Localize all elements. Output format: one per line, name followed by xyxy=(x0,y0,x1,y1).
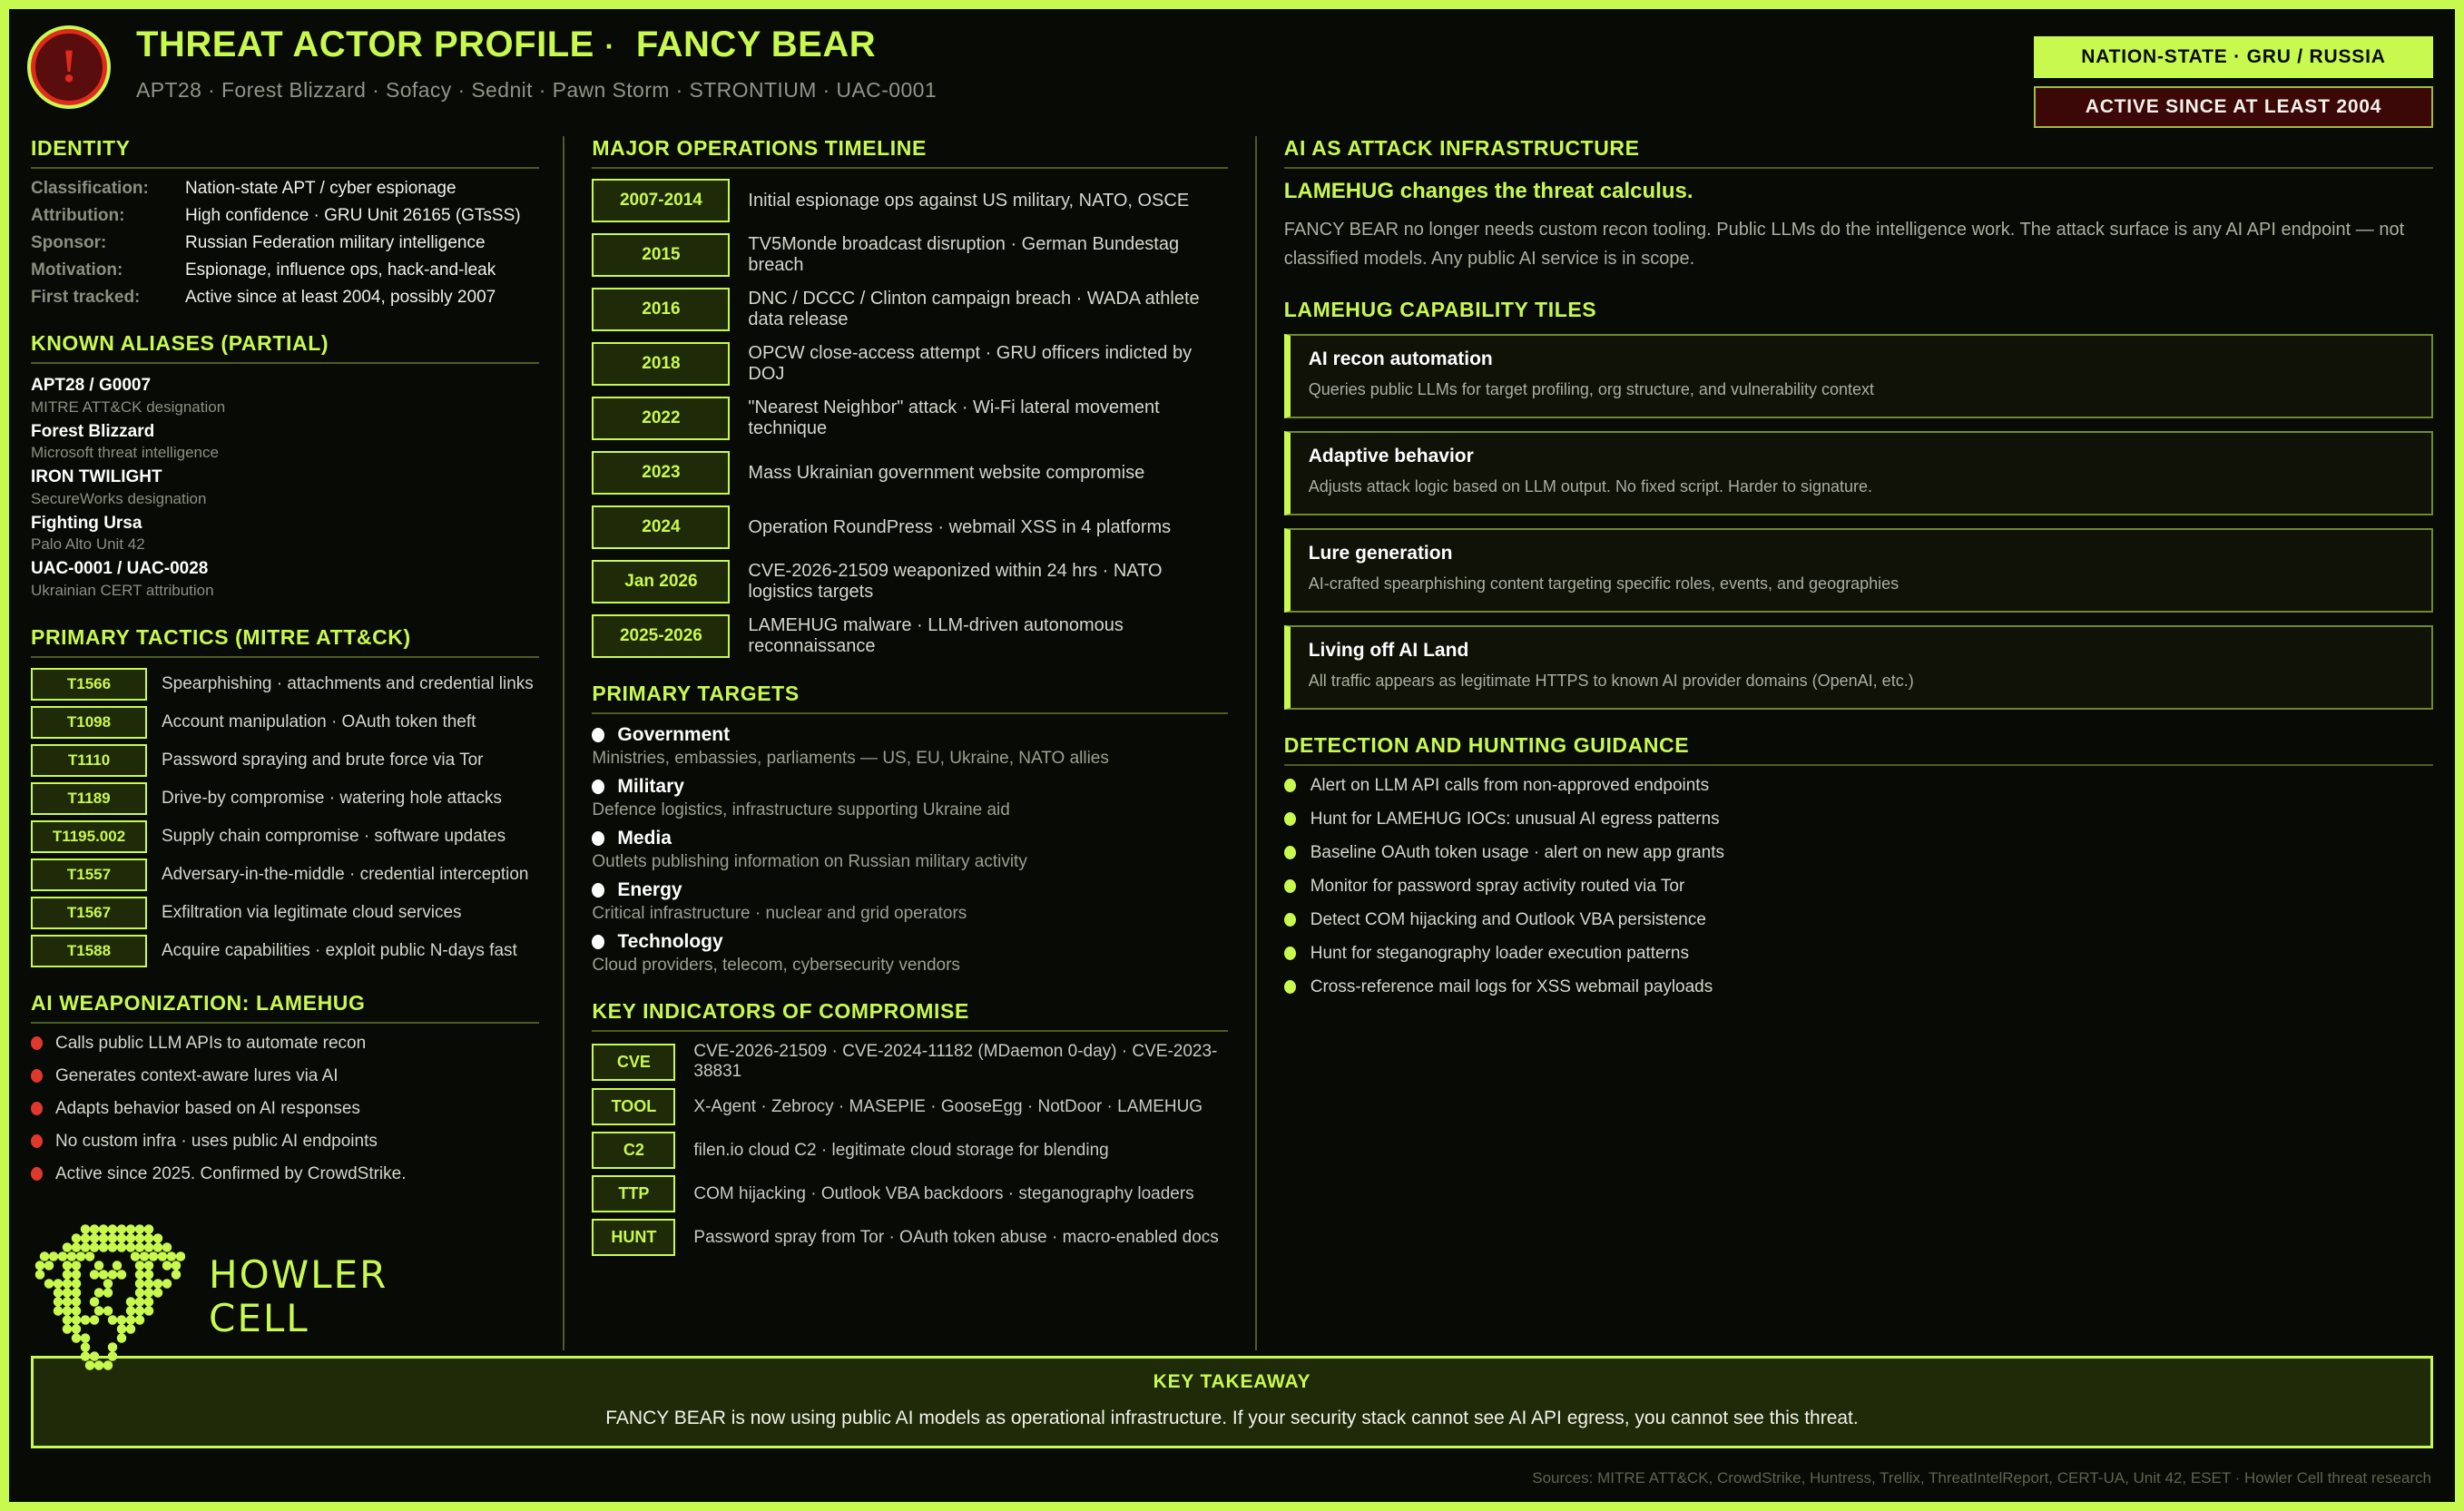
white-bullet-icon xyxy=(592,935,604,949)
ioc-description: CVE-2026-21509 · CVE-2024-11182 (MDaemon 0-day) · CVE-2023-38831 xyxy=(693,1042,1218,1081)
identity-key: Motivation: xyxy=(31,260,123,280)
weaponization-list xyxy=(31,1034,539,1184)
key-takeaway-body: FANCY BEAR is now using public AI models as operational infrastructure. If your security stack cannot see AI API egress, you cannot see this threat. xyxy=(605,1408,1859,1428)
red-bullet-icon xyxy=(31,1102,43,1115)
target-name: Media xyxy=(617,828,672,849)
tactic-id-badge[interactable]: T1110 xyxy=(31,744,147,777)
badge-nation-state: NATION-STATE · GRU / RUSSIA xyxy=(2034,36,2433,78)
identity-row xyxy=(31,179,539,199)
tactic-id-badge[interactable]: T1566 xyxy=(31,668,147,701)
timeline-row xyxy=(592,179,1227,222)
weaponization-item xyxy=(31,1164,539,1184)
timeline-description: TV5Monde broadcast disruption · German Bundestag breach xyxy=(748,234,1180,275)
tactic-row xyxy=(31,744,539,777)
lime-bullet-icon xyxy=(1284,846,1296,859)
tactic-id-badge[interactable]: T1189 xyxy=(31,782,147,815)
alias-name: Forest Blizzard xyxy=(31,421,155,441)
timeline-list xyxy=(592,179,1227,658)
tile-title: AI recon automation xyxy=(1308,348,1493,369)
target-detail: Critical infrastructure · nuclear and grid operators xyxy=(592,904,967,923)
section-title-tactics: PRIMARY TACTICS (MITRE ATT&CK) xyxy=(31,625,539,658)
tactic-description: Drive-by compromise · watering hole attacks xyxy=(162,788,502,808)
identity-key: Attribution: xyxy=(31,206,125,225)
alias-source: Palo Alto Unit 42 xyxy=(31,535,145,554)
detection-item xyxy=(1284,809,2433,829)
lime-bullet-icon xyxy=(1284,779,1296,792)
target-header xyxy=(592,724,1227,746)
identity-value: Active since at least 2004, possibly 2007 xyxy=(185,288,496,307)
timeline-description: DNC / DCCC / Clinton campaign breach · WADA athlete data release xyxy=(748,289,1200,329)
section-title-capability-tiles: LAMEHUG CAPABILITY TILES xyxy=(1283,297,1597,321)
ioc-row xyxy=(592,1042,1227,1082)
timeline-description: "Nearest Neighbor" attack · Wi-Fi lateral movement technique xyxy=(748,397,1160,438)
capability-tile xyxy=(1284,334,2433,418)
section-title-detection: DETECTION AND HUNTING GUIDANCE xyxy=(1284,733,2433,766)
weaponization-item xyxy=(31,1066,539,1086)
weaponization-text: Adapts behavior based on AI responses xyxy=(55,1098,360,1118)
page-title xyxy=(136,24,2034,65)
timeline-description: LAMEHUG malware · LLM-driven autonomous reconnaissance xyxy=(748,615,1124,656)
page-title-actor: FANCY BEAR xyxy=(635,25,877,64)
ioc-tag-badge: CVE xyxy=(592,1044,675,1081)
detection-item xyxy=(1284,877,2433,897)
identity-key: First tracked: xyxy=(31,288,141,307)
identity-row xyxy=(31,206,539,226)
weaponization-item xyxy=(31,1099,539,1119)
alias-item xyxy=(31,557,539,602)
detection-text: Alert on LLM API calls from non-approved endpoints xyxy=(1310,775,1710,795)
timeline-row xyxy=(592,397,1227,440)
alias-name: Fighting Ursa xyxy=(31,513,142,533)
section-title-ioc: KEY INDICATORS OF COMPROMISE xyxy=(592,999,1227,1032)
header-alias-line: APT28 · Forest Blizzard · Sofacy · Sednit · Pawn Storm · STRONTIUM · UAC-0001 xyxy=(136,78,937,102)
column-middle xyxy=(563,136,1256,1350)
lime-bullet-icon xyxy=(1284,947,1296,960)
timeline-description: OPCW close-access attempt · GRU officers indicted by DOJ xyxy=(748,343,1193,384)
sources-line: Sources: MITRE ATT&CK, CrowdStrike, Huntress, Trellix, ThreatIntelReport, CERT-UA, Unit 42, ESET · Howler Cell threat research xyxy=(1532,1469,2431,1486)
timeline-period-badge: 2015 xyxy=(592,233,730,277)
ai-body-text: FANCY BEAR no longer needs custom recon tooling. Public LLMs do the intelligence work. The attack surface is any AI API endpoint — not classified models. Any public AI service is in scope. xyxy=(1283,220,2405,270)
tactic-description: Account manipulation · OAuth token theft xyxy=(162,711,476,731)
ioc-description: COM hijacking · Outlook VBA backdoors · steganography loaders xyxy=(693,1183,1194,1203)
tactic-row xyxy=(31,782,539,815)
tactic-description: Exfiltration via legitimate cloud services xyxy=(162,902,462,922)
badge-active-since: ACTIVE SINCE AT LEAST 2004 xyxy=(2034,86,2433,128)
timeline-row xyxy=(592,288,1227,331)
timeline-period-badge: 2007-2014 xyxy=(592,179,730,222)
alias-source: Microsoft threat intelligence xyxy=(31,444,219,462)
tile-body: Adjusts attack logic based on LLM output. No fixed script. Harder to signature. xyxy=(1308,476,1873,495)
red-bullet-icon xyxy=(31,1167,43,1181)
page-header xyxy=(9,9,2455,136)
tactic-row xyxy=(31,668,539,701)
tactic-row xyxy=(31,706,539,739)
timeline-row xyxy=(592,614,1227,658)
ioc-description: filen.io cloud C2 · legitimate cloud storage for blending xyxy=(693,1140,1109,1160)
timeline-row xyxy=(592,560,1227,603)
alias-item xyxy=(31,420,539,465)
weaponization-text: Active since 2025. Confirmed by CrowdStrike. xyxy=(55,1163,407,1183)
timeline-period-badge: 2018 xyxy=(592,342,730,386)
infographic-frame xyxy=(9,9,2455,1502)
key-takeaway-label: KEY TAKEAWAY xyxy=(1153,1371,1311,1392)
tactic-row xyxy=(31,935,539,967)
timeline-description: CVE-2026-21509 weaponized within 24 hrs · NATO logistics targets xyxy=(748,561,1163,602)
weaponization-item xyxy=(31,1132,539,1152)
tactic-description: Password spraying and brute force via Tor xyxy=(162,750,484,770)
alias-item xyxy=(31,512,539,556)
red-bullet-icon xyxy=(31,1069,43,1083)
tile-body: All traffic appears as legitimate HTTPS to known AI provider domains (OpenAI, etc.) xyxy=(1308,671,1914,690)
section-title-weaponization: AI WEAPONIZATION: LAMEHUG xyxy=(31,991,539,1024)
white-bullet-icon xyxy=(592,728,604,742)
target-name: Government xyxy=(617,724,731,745)
identity-row xyxy=(31,260,539,280)
target-detail: Outlets publishing information on Russian military activity xyxy=(592,852,1027,871)
section-title-identity: IDENTITY xyxy=(31,136,539,169)
target-header xyxy=(592,776,1227,798)
brand-line-1: HOWLER xyxy=(209,1252,388,1298)
tactic-id-badge[interactable]: T1588 xyxy=(31,935,147,967)
detection-list xyxy=(1284,776,2433,997)
ai-lead-statement: LAMEHUG changes the threat calculus. xyxy=(1283,179,1693,203)
red-bullet-icon xyxy=(31,1134,43,1148)
ioc-tag-badge: HUNT xyxy=(592,1219,675,1256)
target-name: Energy xyxy=(617,879,682,900)
timeline-period-badge: 2025-2026 xyxy=(592,614,730,658)
column-right xyxy=(1257,136,2433,1350)
detection-item xyxy=(1284,843,2433,863)
tactic-description: Supply chain compromise · software updates xyxy=(162,826,506,846)
page-title-separator: · xyxy=(604,30,615,63)
identity-list xyxy=(31,179,539,308)
white-bullet-icon xyxy=(592,780,604,794)
target-header xyxy=(592,931,1227,953)
alias-item xyxy=(31,466,539,510)
lime-bullet-icon xyxy=(1284,913,1296,927)
target-name: Technology xyxy=(617,931,723,952)
target-name: Military xyxy=(617,776,684,797)
ioc-description: Password spray from Tor · OAuth token abuse · macro-enabled docs xyxy=(693,1227,1219,1247)
ioc-row xyxy=(592,1132,1227,1169)
header-badges xyxy=(2034,36,2433,128)
identity-row xyxy=(31,288,539,308)
timeline-row xyxy=(592,342,1227,386)
identity-row xyxy=(31,233,539,253)
target-item xyxy=(592,931,1227,976)
column-left xyxy=(31,136,563,1350)
ioc-list xyxy=(592,1042,1227,1256)
tactic-id-badge[interactable]: T1195.002 xyxy=(31,820,147,853)
page-title-main: THREAT ACTOR PROFILE xyxy=(136,25,594,64)
tactic-id-badge[interactable]: T1567 xyxy=(31,897,147,929)
section-title-targets: PRIMARY TARGETS xyxy=(592,682,1227,714)
ioc-row xyxy=(592,1175,1227,1212)
target-header xyxy=(592,879,1227,901)
timeline-description: Initial espionage ops against US military, NATO, OSCE xyxy=(748,190,1190,211)
tactic-description: Acquire capabilities · exploit public N-days fast xyxy=(162,940,517,960)
detection-text: Hunt for LAMEHUG IOCs: unusual AI egress patterns xyxy=(1310,809,1720,829)
brand-logo xyxy=(31,1222,539,1372)
lime-bullet-icon xyxy=(1284,980,1296,994)
ioc-tag-badge: TTP xyxy=(592,1175,675,1212)
target-item xyxy=(592,724,1227,769)
timeline-period-badge: 2023 xyxy=(592,451,730,495)
weaponization-item xyxy=(31,1034,539,1054)
alias-name: UAC-0001 / UAC-0028 xyxy=(31,559,209,579)
timeline-row xyxy=(592,451,1227,495)
ioc-tag-badge: TOOL xyxy=(592,1088,675,1125)
brand-wordmark xyxy=(209,1253,388,1341)
lime-bullet-icon xyxy=(1284,879,1296,893)
timeline-row xyxy=(592,233,1227,277)
identity-value: High confidence · GRU Unit 26165 (GTsSS) xyxy=(185,206,521,225)
timeline-period-badge: 2022 xyxy=(592,397,730,440)
targets-list xyxy=(592,724,1227,976)
alias-source: MITRE ATT&CK designation xyxy=(31,397,226,416)
alias-item xyxy=(31,374,539,418)
capability-tile xyxy=(1284,431,2433,515)
timeline-period-badge: 2016 xyxy=(592,288,730,331)
identity-value: Espionage, influence ops, hack-and-leak xyxy=(185,260,496,280)
tactic-id-badge[interactable]: T1098 xyxy=(31,706,147,739)
target-item xyxy=(592,879,1227,924)
tactics-list xyxy=(31,668,539,967)
target-detail: Ministries, embassies, parliaments — US, EU, Ukraine, NATO allies xyxy=(592,749,1109,768)
capability-tiles xyxy=(1284,334,2433,710)
red-bullet-icon xyxy=(31,1036,43,1050)
alias-name: IRON TWILIGHT xyxy=(31,467,162,487)
target-detail: Defence logistics, infrastructure supporting Ukraine aid xyxy=(592,800,1010,819)
detection-item xyxy=(1284,776,2433,796)
tactic-row xyxy=(31,897,539,929)
target-item xyxy=(592,828,1227,872)
tactic-row xyxy=(31,859,539,891)
alert-icon: ! xyxy=(31,29,107,105)
tactic-description: Spearphishing · attachments and credential links xyxy=(162,673,534,693)
alias-source: SecureWorks designation xyxy=(31,489,207,507)
identity-key: Sponsor: xyxy=(31,233,107,252)
ioc-row xyxy=(592,1219,1227,1256)
ioc-tag-badge: C2 xyxy=(592,1132,675,1169)
detection-item xyxy=(1284,977,2433,997)
timeline-row xyxy=(592,505,1227,549)
detection-text: Cross-reference mail logs for XSS webmail payloads xyxy=(1310,976,1713,996)
tactic-row xyxy=(31,820,539,853)
tile-body: AI-crafted spearphishing content targeting specific roles, events, and geographies xyxy=(1308,574,1900,593)
howler-monkey-dot-matrix-icon xyxy=(31,1222,185,1372)
timeline-description: Operation RoundPress · webmail XSS in 4 platforms xyxy=(748,516,1172,537)
capability-tile xyxy=(1284,528,2433,613)
tile-body: Queries public LLMs for target profiling, org structure, and vulnerability context xyxy=(1308,379,1875,398)
ioc-row xyxy=(592,1088,1227,1125)
capability-tile xyxy=(1284,625,2433,710)
brand-line-2: CELL xyxy=(209,1296,309,1341)
ioc-description: X-Agent · Zebrocy · MASEPIE · GooseEgg · NotDoor · LAMEHUG xyxy=(693,1096,1203,1116)
white-bullet-icon xyxy=(592,831,604,846)
white-bullet-icon xyxy=(592,883,604,898)
target-header xyxy=(592,828,1227,849)
timeline-period-badge: 2024 xyxy=(592,505,730,549)
detection-text: Monitor for password spray activity routed via Tor xyxy=(1310,876,1685,896)
weaponization-text: Calls public LLM APIs to automate recon xyxy=(55,1033,367,1053)
weaponization-text: No custom infra · uses public AI endpoints xyxy=(55,1131,378,1151)
tile-title: Lure generation xyxy=(1308,542,1453,564)
detection-text: Hunt for steganography loader execution patterns xyxy=(1310,943,1689,963)
target-item xyxy=(592,776,1227,820)
tactic-description: Adversary-in-the-middle · credential interception xyxy=(162,864,529,884)
tactic-id-badge[interactable]: T1557 xyxy=(31,859,147,891)
timeline-description: Mass Ukrainian government website compromise xyxy=(748,462,1145,483)
alias-list xyxy=(31,374,539,602)
identity-key: Classification: xyxy=(31,179,149,198)
alias-name: APT28 / G0007 xyxy=(31,376,152,395)
section-title-ai-infrastructure: AI AS ATTACK INFRASTRUCTURE xyxy=(1284,136,2433,169)
detection-item xyxy=(1284,944,2433,964)
identity-value: Russian Federation military intelligence xyxy=(185,233,486,252)
detection-item xyxy=(1284,910,2433,930)
page-body xyxy=(9,136,2455,1350)
tile-title: Adaptive behavior xyxy=(1308,445,1474,466)
header-text-block xyxy=(136,24,2034,103)
alias-source: Ukrainian CERT attribution xyxy=(31,581,214,599)
detection-text: Detect COM hijacking and Outlook VBA persistence xyxy=(1310,909,1706,929)
identity-value: Nation-state APT / cyber espionage xyxy=(185,179,456,198)
detection-text: Baseline OAuth token usage · alert on new app grants xyxy=(1310,842,1725,862)
tile-title: Living off AI Land xyxy=(1308,639,1469,661)
lime-bullet-icon xyxy=(1284,812,1296,826)
target-detail: Cloud providers, telecom, cybersecurity vendors xyxy=(592,956,960,975)
section-title-aliases: KNOWN ALIASES (PARTIAL) xyxy=(31,331,539,364)
section-title-timeline: MAJOR OPERATIONS TIMELINE xyxy=(592,136,1227,169)
weaponization-text: Generates context-aware lures via AI xyxy=(55,1065,339,1085)
timeline-period-badge: Jan 2026 xyxy=(592,560,730,603)
